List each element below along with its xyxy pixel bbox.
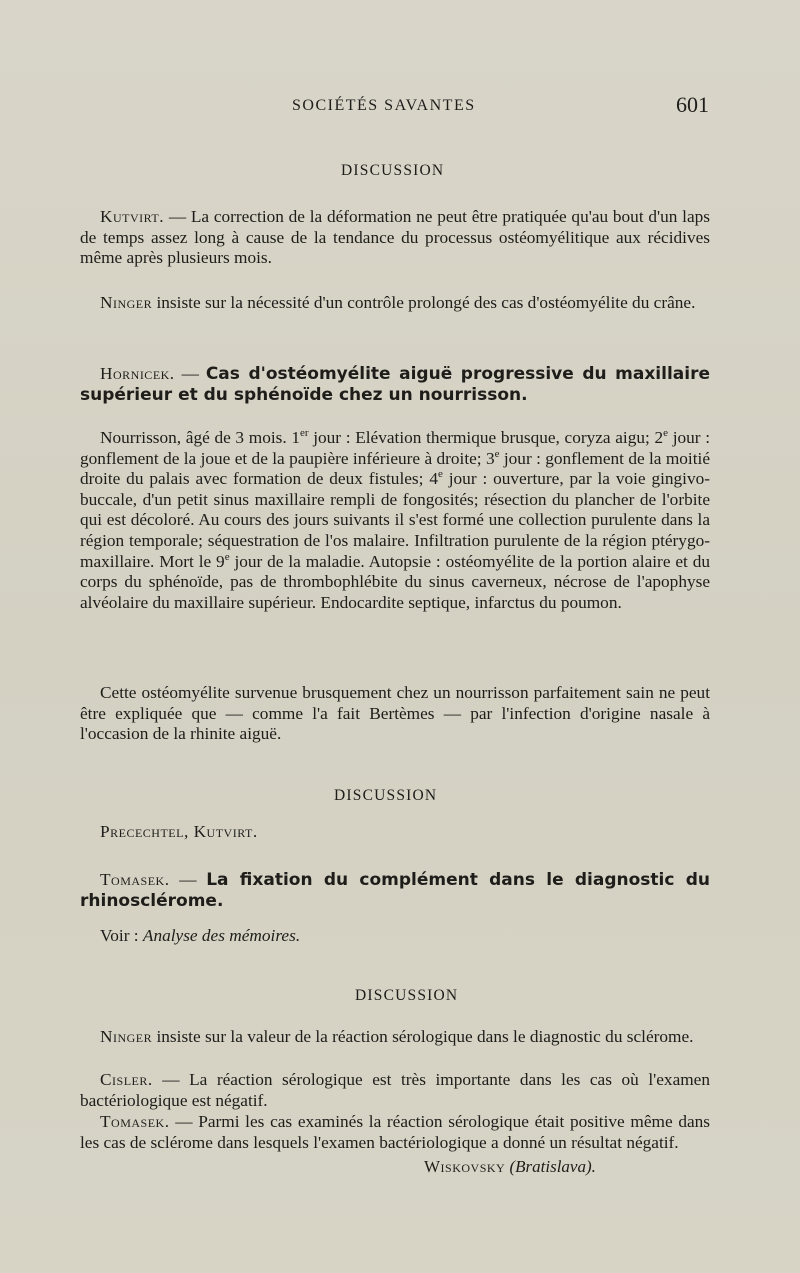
discussion-1-paragraph-1 xyxy=(80,207,710,269)
signature-name: Wiskovsky xyxy=(424,1157,506,1176)
article-2-see-reference xyxy=(80,926,710,947)
author-name: Tomasek. xyxy=(100,1112,170,1131)
ordinal-sup: er xyxy=(300,427,309,440)
discussion-1-paragraph-2 xyxy=(80,293,710,314)
signature-place: (Bratislava). xyxy=(509,1157,596,1176)
paragraph-text: insiste sur la valeur de la réaction sérologique dans le diagnostic du sclérome. xyxy=(152,1027,694,1046)
discussion-heading-3: DISCUSSION xyxy=(355,987,459,1004)
running-header: SOCIÉTÉS SAVANTES xyxy=(292,97,476,114)
see-prefix: Voir : xyxy=(100,926,143,945)
author-name: Cisler. xyxy=(100,1070,153,1089)
title-dash: — xyxy=(174,364,206,383)
see-reference: Analyse des mémoires. xyxy=(142,926,301,945)
article-author: Hornicek. xyxy=(100,364,175,383)
article-title: Cas d'ostéomyélite aiguë progressive du maxillaire supérieur et du sphénoïde chez un nourrisson. xyxy=(80,364,710,405)
discussion-3-paragraph-3 xyxy=(80,1112,710,1153)
body-text: jour de la maladie. Autopsie : ostéomyélite de la portion alaire et du corps du sphénoïde, pas de thrombophlébite du sinus caverneux, nécrose de l'apophyse alvéolaire du maxillaire supérieur. Endocardite septique, infarctus du poumon. xyxy=(80,551,710,612)
body-text: Nourrisson, âgé de 3 mois. 1 xyxy=(100,428,300,447)
article-author: Tomasek. xyxy=(100,870,170,889)
discussion-2-participants xyxy=(80,822,710,843)
article-1-body-paragraph-2 xyxy=(80,683,710,745)
body-text: jour : gonflement de la moitié droite du palais avec formation de deux fistules; 4 xyxy=(80,448,710,489)
author-name: Ninger xyxy=(100,293,153,312)
paragraph-text: — La correction de la déformation ne peut être pratiquée qu'au bout d'un laps de temps assez long à cause de la tendance du processus ostéomyélitique aux récidives même après plusieurs mois. xyxy=(80,207,710,268)
body-text: jour : ouverture, par la voie gingivo-buccale, d'un petit sinus maxillaire rempli de fongosités; résection du plancher de l'orbite qui est décoloré. Au cours des jours suivants il s'est formé une collection purulente dans la région temporale; séquestration de l'os malaire. Infiltration purulente de la région ptérygo-maxillaire. Mort le 9 xyxy=(80,469,711,571)
article-1-title-block xyxy=(80,364,710,405)
discussion-3-paragraph-1 xyxy=(80,1027,710,1048)
ordinal-sup: e xyxy=(224,550,230,563)
discussion-3-paragraph-2 xyxy=(80,1070,710,1111)
ordinal-sup: e xyxy=(663,427,669,440)
paragraph-text: insiste sur la nécessité d'un contrôle prolongé des cas d'ostéomyélite du crâne. xyxy=(152,293,696,312)
discussion-heading-2: DISCUSSION xyxy=(334,787,438,804)
ordinal-sup: e xyxy=(437,468,443,481)
author-name: Ninger xyxy=(100,1027,153,1046)
article-1-body-paragraph-1 xyxy=(80,428,710,613)
paragraph-text: — La réaction sérologique est très importante dans les cas où l'examen bactériologique est négatif. xyxy=(80,1070,710,1110)
article-2-title-block xyxy=(80,870,710,911)
body-text: jour : Elévation thermique brusque, coryza aigu; 2 xyxy=(308,428,664,447)
author-name: Kutvirt. xyxy=(100,207,165,226)
body-text: Cette ostéomyélite survenue brusquement chez un nourrisson parfaitement sain ne peut être expliquée que — comme l'a fait Bertèmes — par l'infection d'origine nasale à l'occasion de la rhinite aiguë. xyxy=(80,683,710,744)
participant-names: Precechtel, Kutvirt. xyxy=(100,822,258,841)
article-title: La fixation du complément dans le diagnostic du rhinosclérome. xyxy=(80,870,710,911)
ordinal-sup: e xyxy=(494,447,500,460)
title-dash: — xyxy=(169,870,207,889)
signature xyxy=(424,1157,596,1177)
discussion-heading-1: DISCUSSION xyxy=(341,162,445,179)
body-text: jour : gonflement de la joue et de la paupière inférieure à droite; 3 xyxy=(80,428,710,468)
page-number: 601 xyxy=(676,92,709,117)
paragraph-text: — Parmi les cas examinés la réaction sérologique était positive même dans les cas de sclérome dans lesquels l'examen bactériologique a donné un résultat négatif. xyxy=(80,1112,710,1152)
